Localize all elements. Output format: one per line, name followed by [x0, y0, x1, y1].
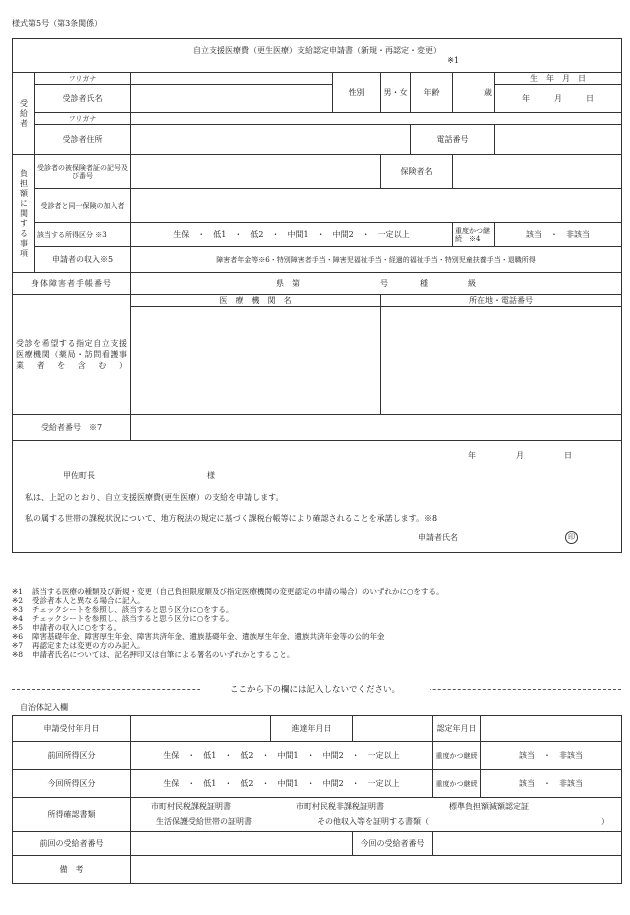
dob-field[interactable]: 年 月 日 [495, 85, 622, 113]
recipient-number-field[interactable] [131, 415, 622, 441]
institution-address-field[interactable] [381, 307, 622, 415]
office-use-table [12, 715, 622, 884]
age-label: 年齢 [411, 73, 453, 113]
income-category-label: 該当する所得区分 ※3 [35, 223, 131, 247]
institution-label: 受診を希望する指定自立支援医療機関（薬局・訪問看護事業者を含む） [13, 295, 131, 415]
doc-option[interactable]: 生活保護受給世帯の証明書 [156, 817, 252, 826]
recipient-address-label: 受診者住所 [35, 125, 131, 155]
insurer-label: 保険者名 [381, 155, 453, 189]
mayor-name: 甲佐町長 [63, 471, 95, 480]
same-insurance-field[interactable] [131, 189, 622, 223]
title-note-mark: ※1 [447, 55, 460, 65]
declaration-statement-1: 私は、上記のとおり、自立支援医療費(更生医療）の支給を申請します。 [25, 493, 284, 502]
received-date-label: 申請受付年月日 [13, 716, 131, 742]
name-furigana-label: フリガナ [35, 73, 131, 85]
doc-option[interactable]: 標準負担額減額認定証 [449, 802, 529, 811]
remarks-label: 備 考 [13, 856, 131, 884]
burden-group-label: 負担額に関する事項 [13, 155, 35, 273]
transmitted-date-label: 進達年月日 [271, 716, 353, 742]
note-item: ※2 受診者本人と異なる場合に記入。 [12, 596, 145, 605]
applicant-income-label: 申請者の収入※5 [35, 247, 131, 273]
name-furigana-field[interactable] [131, 73, 333, 85]
cut-line-text: ここから下の欄には記入しないでください。 [200, 683, 430, 695]
curr-number-field[interactable] [433, 832, 622, 856]
application-form-table [12, 38, 622, 553]
office-section-label: 自治体記入欄 [20, 703, 68, 712]
sex-label: 性別 [333, 73, 381, 113]
note-item: ※3 チェックシートを参照し、該当すると思う区分に○をする。 [12, 605, 234, 614]
note-item: ※4 チェックシートを参照し、該当すると思う区分に○をする。 [12, 614, 234, 623]
docs-options[interactable] [131, 798, 622, 832]
form-title-cell [13, 39, 622, 73]
curr-severe-label: 重度かつ継続 [433, 770, 481, 798]
applicant-name-label: 申請者氏名 [418, 533, 458, 542]
curr-income-label: 今回所得区分 [13, 770, 131, 798]
sex-options[interactable]: 男・女 [381, 73, 411, 113]
handbook-field[interactable]: 県 第 号 種 級 [131, 273, 622, 295]
income-category-options[interactable]: 生保 ・ 低1 ・ 低2 ・ 中間1 ・ 中間2 ・ 一定以上 [131, 223, 453, 247]
form-number: 様式第5号（第3条関係） [12, 19, 103, 28]
note-item: ※8 申請者氏名については、記名押印又は自筆による署名のいずれかとすること。 [12, 650, 295, 659]
prev-severe-options[interactable]: 該当 ・ 非該当 [481, 742, 622, 770]
note-item: ※5 申請者の収入に○をする。 [12, 623, 122, 632]
applicant-income-options[interactable]: 障害者年金等※6・特別障害者手当・障害児福祉手当・経過的福祉手当・特別児童扶養手当・退職所得 [131, 247, 622, 273]
doc-option[interactable]: 市町村民税非課税証明書 [296, 802, 384, 811]
handbook-label: 身体障害者手帳番号 [13, 273, 131, 295]
prev-number-field[interactable] [131, 832, 353, 856]
doc-option-close: ） [601, 817, 609, 826]
insurer-field[interactable] [453, 155, 622, 189]
institution-address-header: 所在地・電話番号 [381, 295, 622, 307]
insured-card-field[interactable] [131, 155, 381, 189]
curr-income-options[interactable]: 生保 ・ 低1 ・ 低2 ・ 中間1 ・ 中間2 ・ 一定以上 [131, 770, 433, 798]
note-item: ※1 該当する医療の種類及び新規・変更（自己負担限度額及び指定医療機関の変更認定の申請の場合）のいずれかに○をする。 [12, 587, 444, 596]
curr-severe-options[interactable]: 該当 ・ 非該当 [481, 770, 622, 798]
same-insurance-label: 受診者と同一保険の加入者 [35, 189, 131, 223]
declaration-statement-2: 私の属する世帯の課税状況について、地方税法の規定に基づく課税台帳等により確認されることを承諾します。※8 [25, 514, 438, 523]
age-field[interactable]: 歳 [453, 73, 495, 113]
recipient-address-field[interactable] [131, 125, 411, 155]
recipient-name-field[interactable] [131, 85, 333, 113]
address-furigana-label: フリガナ [35, 113, 131, 125]
declaration-date[interactable]: 年 月 日 [468, 451, 572, 460]
approved-date-field[interactable] [481, 716, 622, 742]
prev-number-label: 前回の受給者番号 [13, 832, 131, 856]
institution-name-field[interactable] [131, 307, 381, 415]
approved-date-label: 認定年月日 [433, 716, 481, 742]
dob-label: 生 年 月 日 [495, 73, 622, 85]
insured-card-label: 受診者の被保険者証の記号及び番号 [35, 155, 131, 189]
recipient-number-label: 受給者番号 ※7 [13, 415, 131, 441]
phone-field[interactable] [495, 125, 622, 155]
prev-income-options[interactable]: 生保 ・ 低1 ・ 低2 ・ 中間1 ・ 中間2 ・ 一定以上 [131, 742, 433, 770]
recipient-name-label: 受診者氏名 [35, 85, 131, 113]
severe-options[interactable]: 該当 ・ 非該当 [495, 223, 622, 247]
received-date-field[interactable] [131, 716, 271, 742]
remarks-field[interactable] [131, 856, 622, 884]
severe-label: 重度かつ継続 ※4 [453, 223, 495, 247]
notes-list [12, 587, 621, 659]
note-item: ※6 障害基礎年金、障害厚生年金、障害共済年金、遺族基礎年金、遺族厚生年金、遺族共済年金等の公的年金 [12, 632, 385, 641]
prev-income-label: 前回所得区分 [13, 742, 131, 770]
doc-option[interactable]: 市町村民税課税証明書 [151, 802, 231, 811]
transmitted-date-field[interactable] [353, 716, 433, 742]
recipient-group-label: 受給者 [13, 73, 35, 155]
seal-mark: 印 [565, 531, 578, 544]
phone-label: 電話番号 [411, 125, 495, 155]
form-title: 自立支援医療費（更生医療）支給認定申請書（新規・再認定・変更） [193, 45, 442, 55]
institution-name-header: 医 療 機 関 名 [131, 295, 381, 307]
doc-option[interactable]: その他収入等を証明する書類（ [317, 817, 429, 826]
declaration-cell [13, 441, 622, 553]
mayor-honorific: 様 [207, 471, 215, 480]
note-item: ※7 再認定または変更の方のみ記入。 [12, 641, 145, 650]
curr-number-label: 今回の受給者番号 [353, 832, 433, 856]
prev-severe-label: 重度かつ継続 [433, 742, 481, 770]
address-furigana-field[interactable] [131, 113, 622, 125]
docs-label: 所得確認書類 [13, 798, 131, 832]
